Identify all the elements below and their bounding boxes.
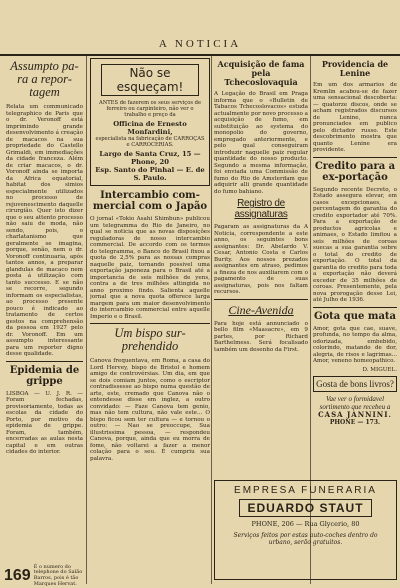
newspaper-title: A NOTICIA [158, 38, 242, 50]
telephone-ad [4, 563, 84, 587]
article-headline: Gota que mata [313, 310, 397, 322]
divider [214, 299, 308, 300]
signature: D. MIGUEL. [362, 366, 397, 373]
column-2 [90, 58, 210, 586]
bookshop-name: CASA JANNINI. [318, 409, 392, 419]
article-body: A Legação do Brasil em Praga informa que o «Bulletin de Tabacos Tchecoslovacos» estuda actualmente por novo processo a acquisição de fumo, em substituição ao systema do monopolio do governo, empregado anteriormente, e pelo qual conseguiram introduzir naquelle paiz regular quantidade do nosso producto. Segundo a mesma informação, foi enviada uma Commissão de fumo do Rio de Amsterdam que adquirir alli grande quantidade do fumo bahiano. [214, 91, 308, 195]
divider [313, 307, 397, 308]
ad-text: É o numero do telephone do Salão Barros, pois é tão Marques Hervat. [33, 563, 83, 587]
ad-address: Largo de Santa Cruz, 15 — Phone, 20 [99, 150, 201, 166]
funeral-ad [214, 480, 397, 580]
bookshop-ad-text: Vae ver o formidavel sortimento que recebeu a [319, 394, 391, 411]
column-3 [214, 58, 308, 478]
article-headline: Epidemia de grippe [9, 364, 80, 387]
article-headline: Assumpto pa-ra a repor-tagem [10, 59, 79, 99]
article-headline: Credito para a ex-portação [314, 160, 396, 183]
article-body: Pagaram as assignaturas da A Noticia, correspondente a este anno, os seguintes bons assignantes: Dr. Abelardo V. Cesar, Antonio Costa e Carlos Burity. Aos nossos prezados assignantes em atraso, pedimos a fineza de nos auxiliarem com o pagamento de suas assignaturas, pois nos faltam recursos. [214, 224, 308, 295]
ad-number: 169 [4, 567, 31, 584]
funeral-ad-header: EMPRESA FUNERARIA [234, 485, 377, 496]
ad-name: Officina de Ernesto Monfardini, [113, 120, 187, 136]
article-headline: Cine-Avenida [228, 302, 294, 317]
divider [313, 157, 397, 158]
column-divider [86, 56, 87, 584]
article-body: LISBOA — U. J. R. — Foram fechadas, provisoriamente, todas as escolas da cidade do Porto, por motivo da epidemia de grippe. Foram, também, encerradas as aulas nesta capital e em outras cidades do interior. [6, 390, 83, 455]
divider [6, 361, 83, 362]
article-headline: Registro de assignaturas [234, 198, 288, 220]
ad-intro: ANTES de fazerem os seus serviços de ferreiro ou carpinteiro, não ver o trabalho e preço da [98, 100, 202, 118]
article-body: Amor, gota que cae, suave, profunda, no tempo da alma, odorizada, embebido, colorindo, matando de dor, alegria, de risos e lagrimas... Amor, veneno homeopathico. [313, 325, 397, 364]
column-4 [313, 58, 397, 478]
ad-title: Não se esqueçam! [101, 64, 199, 96]
article-body: Relata um communicado telegraphico de Paris que o dr. Veronoff está imprimindo grande desenvolvimento á creação de macacos na sua propriedade do Castello Grimaldi, em immediações da cidade franceza. Além de criar macacos, o dr. Voronoff ainda se importa da Africa equatorial, habitat dos simios especialmente utilizados no processo de rejuvenescimento daquelle cirurgião. Quer isto dizer que o seu attento processo não saiu de moda, não sendo, pois, o charlatanismo que geralmente se imagina, porque, senão, nem o dr. Voronoff continuaria, após tantos annos, a preparar glandulas de macaco nem posta á utilização com tanto successo. E se não se recorre, segundo informam os especialistas, ao processo presente pouco é indicado ao tratamento de certos gestos na comprehensão da pessoa em 1927 pelo dr. Voronoff. Em um assumpto interessante para um reporter digno desse qualidade. [6, 104, 83, 357]
workshop-ad [90, 58, 210, 186]
ad-description: especialista na fabricação de CARROÇAS e CARROCERIAS. [95, 136, 205, 148]
article-body: Segundo recente Decreto, o Estado assegura elevar, em casos excepcionaes, a percentagem do garantia do credito exportador até 70%. Para a exportação de productos agricolas e animaes, o Estado limitou a seis milhões de coroas suecas a sua garantia sobre o total do credito de exportação. O total da garantia do credito para toda a exportação não deverá exceder de 35 milhões de coroas. Presentemente, pela nova prorogação desse Lei, até Julho de 1936. [313, 186, 397, 303]
article-headline: Acquisição de fama pela Tchecoslovaquia [217, 59, 305, 87]
divider [90, 323, 210, 324]
bookshop-ad-title: Gosta de bons livros? [313, 376, 397, 392]
article-body: O jornal «Tokio Asahi Shimbun» publicou um telegramma do Rio de Janeiro, no qual se noticia que as novas disposições reguladoras de nosso intercambio commercial. De accordo com os termos do telegramma, o Banco do Brasil fixou a quota de 2,5% para as nossas compras naquelle paiz, tornando possivel uma exportação japoneza para o Brasil até a importancia de seis milhões de yens, contra a de tres milhões attingida no anno proximo findo. Salienta aquelle jornal que a nova quota offerece larga margem para um maior desenvolvimento do intercambio commercial entre aquelle Imperio e o Brasil. [90, 216, 210, 320]
ad-city: Esp. Santo do Pinhal — E. de S. Paulo. [95, 166, 205, 182]
article-headline: Intercambio com-mercial com o Japão [92, 190, 208, 212]
article-body: Em um dos armarios de Kremlin acabou-se de fazer uma sensacional descoberta: — quatorze discos, onde se acham registrados discursos de Lenine, nunca pronunciados em publico pelo dictador russo. Este descobrimento mostra que quanto Lenine era providente. [313, 82, 397, 153]
funeral-ad-phone: PHONE, 206 — Rua Glycerio, 80 [251, 520, 360, 528]
article-body: Para hoje está annunciado o bello film «Maasacre», em 9 partes, por Richard Barthelmess. Será focalisado também um desenho da First. [214, 320, 308, 353]
bookshop-phone: PHONE — 173. [329, 418, 381, 426]
funeral-ad-tagline: Serviços feitos por estas auto-coches dentro do urbano, serão gratuitos. [233, 532, 378, 546]
masthead [0, 38, 400, 56]
article-headline: Providencia de Lenine [321, 59, 389, 78]
column-divider [211, 56, 212, 584]
article-headline: Um bispo sur-prehendido [114, 326, 186, 353]
funeral-ad-name: EDUARDO STAUT [239, 499, 372, 517]
column-1 [6, 58, 83, 586]
article-body: Canova frequentava, em Roma, a casa do Lord Hervey, bispo de Bristol e homem amigo de controvérsias. Um dia, em que se dois comiam juntos, como o escriptor contradissesse ao bispo numa questão de arte, este, cremado que Canova não o entendesse disse em inglez, a outro convidado: — Faze Canova tem genio, mas não tem cultura, não vale este... O bispo ficou sem ter cultura — e tornou o outro: — Nao se preoccupe, Sua illustrissima pessoa, — respondeu Canova, porque, ainda que eu morra de fome, não voltarei a fazer a menor colação para o seu. É cumpriu sua palavra. [90, 358, 210, 462]
